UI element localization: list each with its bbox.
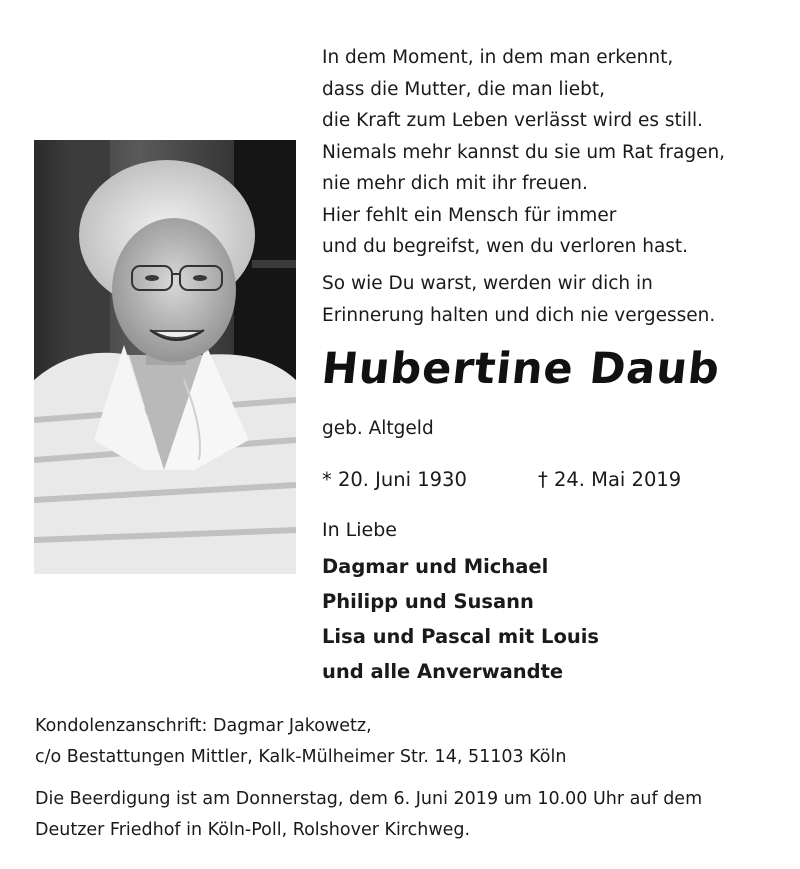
poem-line: und du begreifst, wen du verloren hast. bbox=[322, 236, 689, 257]
condolence-address bbox=[35, 711, 775, 773]
poem-closing-line: So wie Du warst, werden wir dich in bbox=[322, 273, 653, 294]
mourner-entry: und alle Anverwandte bbox=[322, 660, 564, 683]
deceased-name: Hubertine Daub bbox=[319, 344, 723, 394]
maiden-name: geb. Altgeld bbox=[322, 418, 434, 439]
poem-line: dass die Mutter, die man liebt, bbox=[322, 78, 605, 100]
mourner-entry: Dagmar und Michael bbox=[322, 555, 549, 578]
poem-line: nie mehr dich mit ihr freuen. bbox=[322, 173, 588, 194]
birth-date: * 20. Juni 1930 bbox=[322, 468, 467, 491]
mourner-entry: Philipp und Susann bbox=[322, 590, 534, 613]
portrait-photo bbox=[34, 140, 296, 574]
poem-closing-line: Erinnerung halten und dich nie vergessen. bbox=[322, 304, 716, 326]
poem bbox=[322, 42, 782, 263]
funeral-line: Deutzer Friedhof in Köln-Poll, Rolshover Kirchweg. bbox=[35, 820, 471, 840]
funeral-line: Die Beerdigung ist am Donnerstag, dem 6. Juni 2019 um 10.00 Uhr auf dem bbox=[35, 789, 703, 809]
mourners-intro: In Liebe bbox=[322, 519, 397, 541]
condolence-line: c/o Bestattungen Mittler, Kalk-Mülheimer Str. 14, 51103 Köln bbox=[35, 747, 567, 767]
mourner-entry: Lisa und Pascal mit Louis bbox=[322, 625, 600, 648]
poem-line: die Kraft zum Leben verlässt wird es still. bbox=[322, 110, 704, 131]
poem-line: In dem Moment, in dem man erkennt, bbox=[322, 47, 674, 68]
poem-closing bbox=[322, 268, 782, 331]
poem-line: Niemals mehr kannst du sie um Rat fragen, bbox=[322, 141, 726, 163]
poem-line: Hier fehlt ein Mensch für immer bbox=[322, 204, 617, 226]
mourners-list bbox=[322, 549, 599, 689]
funeral-info bbox=[35, 784, 795, 846]
death-date: † 24. Mai 2019 bbox=[538, 468, 682, 491]
condolence-line: Kondolenzanschrift: Dagmar Jakowetz, bbox=[35, 716, 372, 736]
